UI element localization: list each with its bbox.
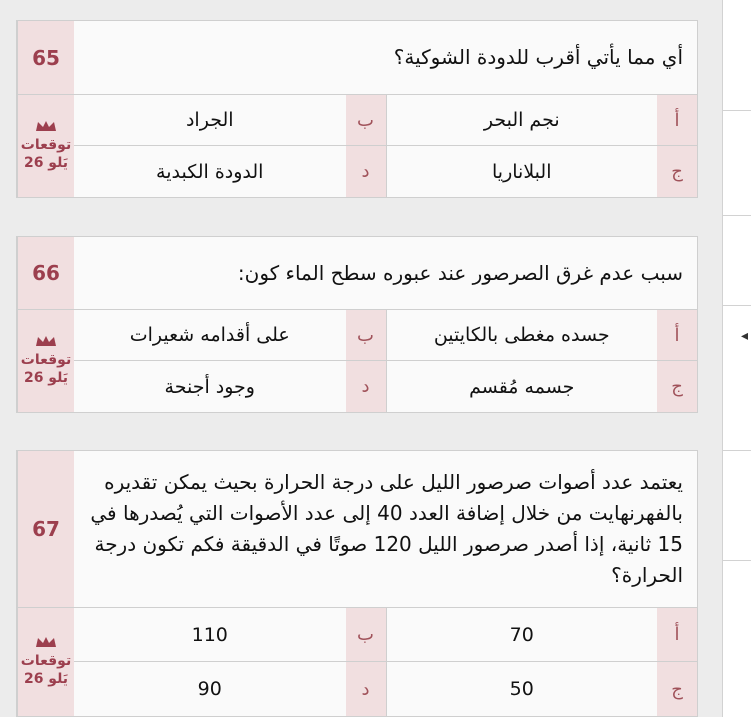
- badge-line-1: توقعات: [20, 351, 72, 368]
- badge-line-2: يَلو 26: [23, 370, 69, 386]
- question-card-66: [16, 236, 698, 413]
- question-card-65: [16, 20, 698, 198]
- option-c-text[interactable]: جسمه مُقسم: [386, 361, 658, 412]
- badge-line-1: توقعات: [20, 652, 72, 669]
- strip-divider: [723, 305, 751, 306]
- option-a-letter: أ: [657, 310, 697, 361]
- option-b-text[interactable]: الجراد: [74, 95, 346, 146]
- question-card-67: [16, 450, 698, 717]
- option-d-text[interactable]: وجود أجنحة: [74, 361, 346, 412]
- option-d-letter: د: [346, 146, 386, 197]
- option-c-text[interactable]: البلاناريا: [386, 146, 658, 197]
- option-d-text[interactable]: الدودة الكبدية: [74, 146, 346, 197]
- crown-icon: [35, 636, 57, 648]
- forecast-badge: [18, 310, 74, 412]
- option-a-letter: أ: [657, 95, 697, 146]
- option-c-letter: ج: [657, 146, 697, 197]
- option-a-text[interactable]: جسده مغطى بالكايتين: [386, 310, 658, 361]
- question-number: 67: [18, 451, 74, 608]
- arrow-left-icon: ◂: [741, 328, 749, 344]
- forecast-badge: [18, 95, 74, 197]
- option-a-text[interactable]: نجم البحر: [386, 95, 658, 146]
- question-text: يعتمد عدد أصوات صرصور الليل على درجة الحرارة بحيث يمكن تقديره بالفهرنهايت من خلال إضافة العدد 40 إلى عدد الأصوات التي يُصدرها في 15 ثانية، إذا أصدر صرصور الليل 120 صوتًا في الدقيقة فكم تكون درجة الحرارة؟: [74, 451, 697, 608]
- badge-line-2: يَلو 26: [23, 155, 69, 171]
- option-a-text[interactable]: 70: [386, 608, 658, 662]
- question-text: سبب عدم غرق الصرصور عند عبوره سطح الماء كون:: [74, 237, 697, 310]
- strip-divider: [723, 215, 751, 216]
- option-b-letter: ب: [346, 310, 386, 361]
- right-page-strip: [722, 0, 751, 717]
- strip-divider: [723, 110, 751, 111]
- option-d-letter: د: [346, 662, 386, 716]
- badge-line-1: توقعات: [20, 136, 72, 153]
- question-number: 65: [18, 21, 74, 95]
- strip-divider: [723, 450, 751, 451]
- option-b-letter: ب: [346, 95, 386, 146]
- crown-icon: [35, 120, 57, 132]
- option-b-letter: ب: [346, 608, 386, 662]
- crown-icon: [35, 335, 57, 347]
- forecast-badge: [18, 608, 74, 716]
- option-a-letter: أ: [657, 608, 697, 662]
- option-b-text[interactable]: على أقدامه شعيرات: [74, 310, 346, 361]
- question-number: 66: [18, 237, 74, 310]
- option-d-text[interactable]: 90: [74, 662, 346, 716]
- option-c-text[interactable]: 50: [386, 662, 658, 716]
- option-c-letter: ج: [657, 361, 697, 412]
- question-text: أي مما يأتي أقرب للدودة الشوكية؟: [74, 21, 697, 95]
- strip-divider: [723, 560, 751, 561]
- option-d-letter: د: [346, 361, 386, 412]
- option-c-letter: ج: [657, 662, 697, 716]
- option-b-text[interactable]: 110: [74, 608, 346, 662]
- badge-line-2: يَلو 26: [23, 671, 69, 687]
